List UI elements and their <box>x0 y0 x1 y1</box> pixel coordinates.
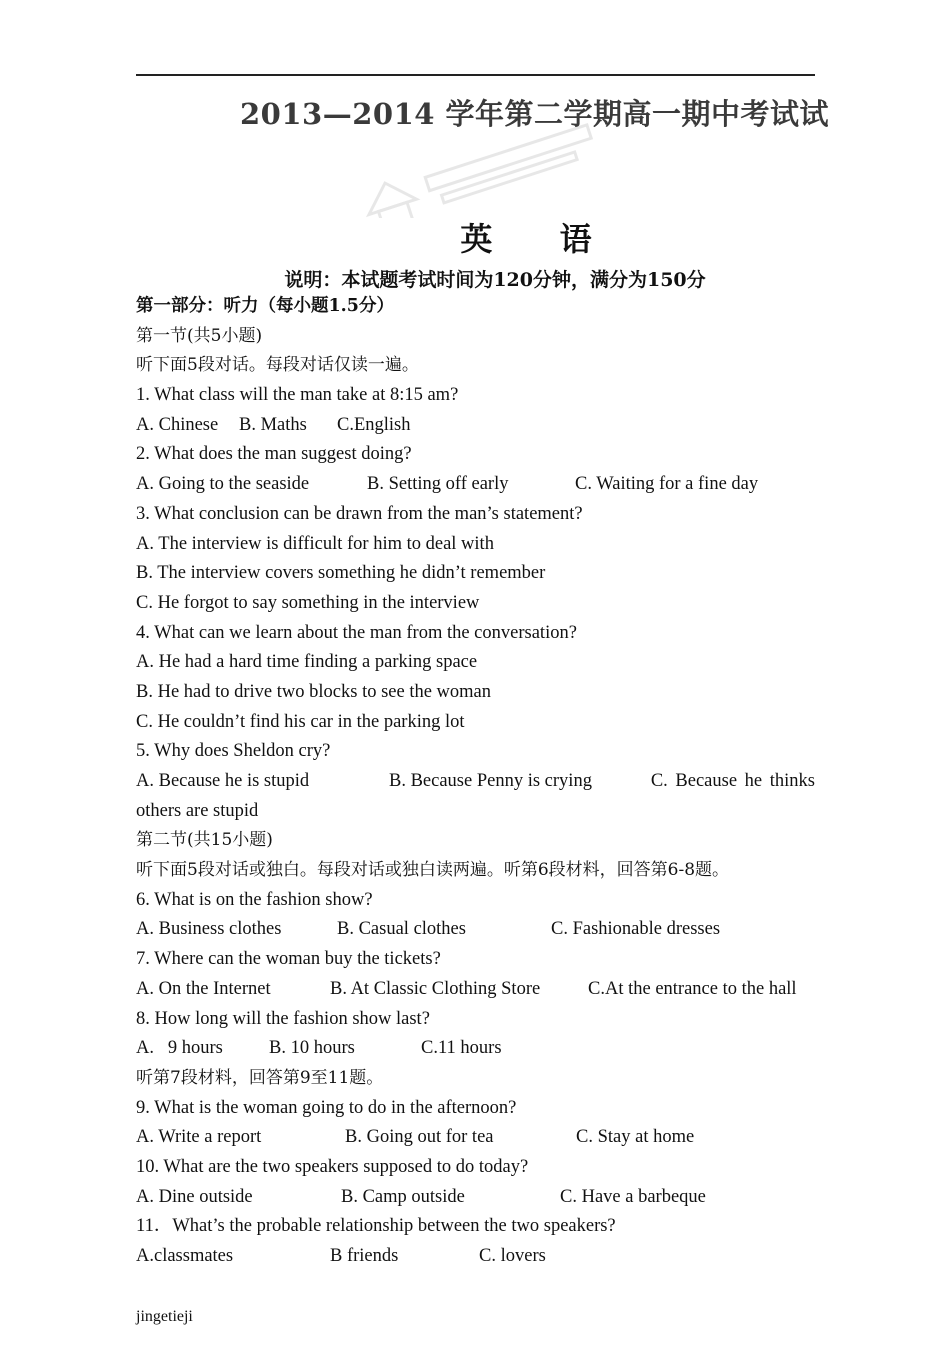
exam-content <box>136 292 815 1272</box>
option-a: A. He had a hard time finding a parking space <box>136 652 478 673</box>
option-b: B. At Classic Clothing Store <box>330 978 541 999</box>
question-options <box>136 411 815 441</box>
section1-instruction: 听下面5段对话。每段对话仅读一遍。 <box>136 355 419 376</box>
option-c: C.At the entrance to the hall <box>588 978 797 999</box>
question-options <box>136 1034 815 1064</box>
exam-title: 2013—2014 学年第二学期高一期中考试试 <box>240 97 830 131</box>
question-stem: 1. What class will the man take at 8:15 am? <box>136 385 459 406</box>
option-a: A. Business clothes <box>136 919 282 940</box>
top-rule <box>136 74 815 76</box>
option-b: B. Casual clothes <box>337 919 466 940</box>
subject-title: 英 语 <box>460 220 620 258</box>
option-a: A.classmates <box>136 1246 234 1267</box>
question-stem: 8. How long will the fashion show last? <box>136 1008 430 1029</box>
question-stem: 5. Why does Sheldon cry? <box>136 741 331 762</box>
option-b: B. The interview covers something he didn’t remember <box>136 563 546 584</box>
option-c: C.11 hours <box>421 1038 502 1059</box>
option-a: A. Dine outside <box>136 1186 253 1207</box>
option-b: B. Because Penny is crying <box>389 771 592 791</box>
option-c: C. Because he thinks <box>650 771 815 791</box>
option-a: A. Chinese <box>136 414 219 435</box>
option-a: A. Going to the seaside <box>136 474 310 495</box>
watermark-logo <box>340 118 620 218</box>
option-a: A. Because he is stupid <box>136 771 310 791</box>
question-options <box>136 1183 815 1213</box>
option-c: C. He forgot to say something in the interview <box>136 592 480 613</box>
question-options <box>136 767 815 797</box>
option-c: C. Waiting for a fine day <box>575 474 759 495</box>
question-stem: 9. What is the woman going to do in the afternoon? <box>136 1097 517 1118</box>
option-c: C. lovers <box>479 1246 546 1267</box>
question-options <box>136 975 815 1005</box>
part1-title: 第一部分：听力（每小题1.5分） <box>136 296 394 316</box>
section1-title: 第一节(共5小题) <box>136 325 263 346</box>
option-a: A. The interview is difficult for him to deal with <box>136 533 494 554</box>
footer-text: jingetieji <box>136 1308 193 1325</box>
question-stem: 7. Where can the woman buy the tickets? <box>136 949 441 970</box>
option-c-continued: others are stupid <box>136 800 259 821</box>
option-b: B. Going out for tea <box>345 1127 494 1148</box>
question-stem: 3. What conclusion can be drawn from the man’s statement? <box>136 503 583 524</box>
option-c: C.English <box>337 414 411 435</box>
option-b: B. Maths <box>239 414 307 435</box>
option-b: B friends <box>330 1246 399 1267</box>
option-c: C. Stay at home <box>576 1127 695 1148</box>
option-b: B. 10 hours <box>269 1038 355 1059</box>
question-stem: 6. What is on the fashion show? <box>136 889 373 910</box>
question-stem: 4. What can we learn about the man from the conversation? <box>136 622 577 643</box>
question-stem: 10. What are the two speakers supposed to do today? <box>136 1156 529 1177</box>
option-a: A. Write a report <box>136 1127 262 1148</box>
option-c: C. Fashionable dresses <box>551 919 721 940</box>
question-stem: 2. What does the man suggest doing? <box>136 444 412 465</box>
exam-note: 说明：本试题考试时间为120分钟，满分为150分 <box>284 269 706 291</box>
section2-title: 第二节(共15小题) <box>136 830 273 851</box>
option-a: A. On the Internet <box>136 978 271 999</box>
question-options <box>136 1242 815 1272</box>
passage7-instruction: 听第7段材料，回答第9至11题。 <box>136 1067 384 1088</box>
question-options <box>136 915 815 945</box>
section2-instruction: 听下面5段对话或独白。每段对话或独白读两遍。听第6段材料，回答第6-8题。 <box>136 860 730 881</box>
option-c: C. He couldn’t find his car in the parking lot <box>136 711 465 732</box>
question-options <box>136 1123 815 1153</box>
question-stem: 11．What’s the probable relationship between the two speakers? <box>136 1216 616 1237</box>
option-b: B. He had to drive two blocks to see the woman <box>136 681 492 702</box>
option-b: B. Camp outside <box>341 1186 465 1207</box>
option-a: A. 9 hours <box>136 1038 223 1059</box>
question-options <box>136 470 815 500</box>
option-c: C. Have a barbeque <box>560 1186 706 1207</box>
option-b: B. Setting off early <box>367 474 509 495</box>
